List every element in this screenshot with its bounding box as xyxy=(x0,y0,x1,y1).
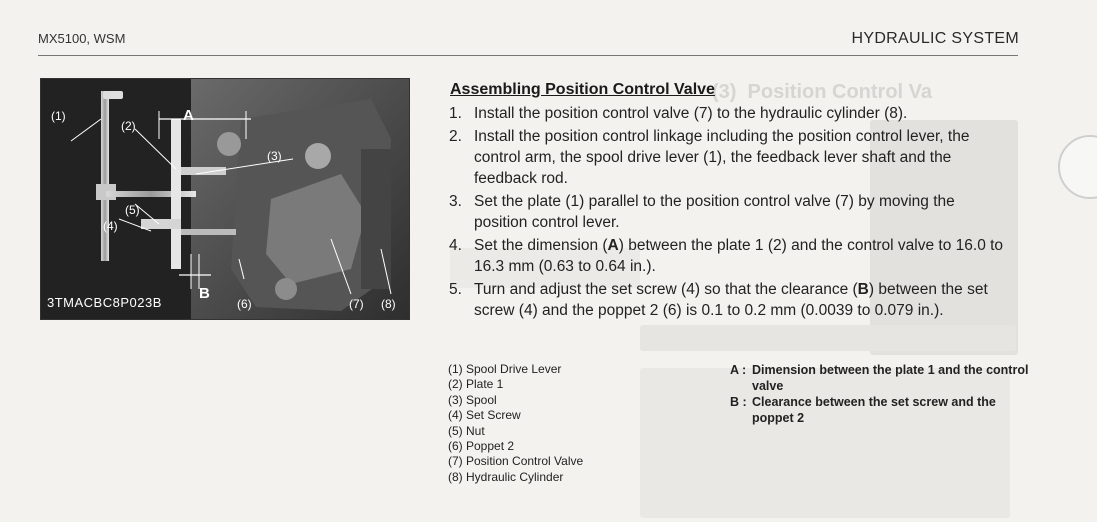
step-text: Install the position control linkage including the position control lever, the control arm, the spool drive lever (1), the feedback lever shaft and the feedback rod. xyxy=(474,128,970,187)
valve-photo xyxy=(40,78,410,320)
procedure-heading: Assembling Position Control Valve xyxy=(450,81,715,98)
definition-text: Clearance between the set screw and the poppet 2 xyxy=(752,395,996,425)
legend-item: (6) Poppet 2 xyxy=(448,439,515,454)
photo-callout-6: (6) xyxy=(237,297,252,311)
step-number: 3. xyxy=(449,193,462,210)
procedure-step xyxy=(446,126,1006,189)
binder-tab xyxy=(1058,135,1097,199)
legend-item: (4) Set Screw xyxy=(448,408,521,423)
step-number: 5. xyxy=(449,281,462,298)
step-text-post: ) between the plate 1 (2) and the control valve to 16.0 to 16.3 mm (0.63 to 0.64 in.). xyxy=(474,237,1004,275)
procedure-step xyxy=(446,191,1006,233)
section-title: HYDRAULIC SYSTEM xyxy=(851,30,1019,47)
legend-item: (1) Spool Drive Lever xyxy=(448,362,562,376)
step-number: 2. xyxy=(449,128,462,145)
photo-callout-2: (2) xyxy=(121,119,136,133)
step-number: 1. xyxy=(449,105,462,122)
bleed-through-text: (3) Position Control Va xyxy=(712,81,933,103)
parts-legend xyxy=(448,362,583,485)
photo-callout-8: (8) xyxy=(381,297,396,311)
legend-item: (7) Position Control Valve xyxy=(448,454,584,469)
document-model-label: MX5100, WSM xyxy=(38,31,126,46)
definition-text: Dimension between the plate 1 and the control valve xyxy=(752,363,1029,393)
header-rule xyxy=(38,55,1018,56)
step-text: Install the position control valve (7) to the hydraulic cylinder (8). xyxy=(474,105,908,122)
photo-callout-b: B xyxy=(199,285,210,302)
step-text: Set the plate (1) parallel to the position control valve (7) by moving the position control lever. xyxy=(474,193,955,231)
step-key: B xyxy=(857,281,869,298)
bleed-through-block xyxy=(640,325,1016,351)
step-key: A xyxy=(607,237,619,254)
legend-item: (8) Hydraulic Cylinder xyxy=(448,469,564,484)
photo-callout-1: (1) xyxy=(51,109,66,123)
step-number: 4. xyxy=(449,237,462,254)
photo-callout-a: A xyxy=(183,107,194,124)
legend-item: (2) Plate 1 xyxy=(448,377,504,392)
step-text-pre: Set the dimension ( xyxy=(474,237,608,254)
procedure-step xyxy=(446,235,1006,277)
definition-key: A : xyxy=(730,363,747,377)
photo-callout-3: (3) xyxy=(267,149,282,163)
legend-item: (3) Spool xyxy=(448,392,497,407)
dimension-definitions xyxy=(730,362,1032,426)
photo-code: 3TMACBC8P023B xyxy=(47,295,162,310)
step-text-pre: Turn and adjust the set screw (4) so that the clearance ( xyxy=(474,281,858,298)
definition-row xyxy=(730,362,1032,394)
definition-row xyxy=(730,394,1032,426)
procedure-step xyxy=(446,279,1006,321)
photo-callout-5: (5) xyxy=(125,203,140,217)
valve-photo-drawing xyxy=(41,79,409,319)
photo-callout-7: (7) xyxy=(349,297,364,311)
photo-callout-4: (4) xyxy=(103,219,118,233)
step-text-post: ) between the set screw (4) and the poppet 2 (6) is 0.1 to 0.2 mm (0.0039 to 0.079 in.). xyxy=(474,281,988,319)
definition-key: B : xyxy=(730,395,747,409)
legend-item: (5) Nut xyxy=(448,423,485,438)
procedure-step xyxy=(446,103,1006,124)
procedure-steps xyxy=(446,103,1006,323)
